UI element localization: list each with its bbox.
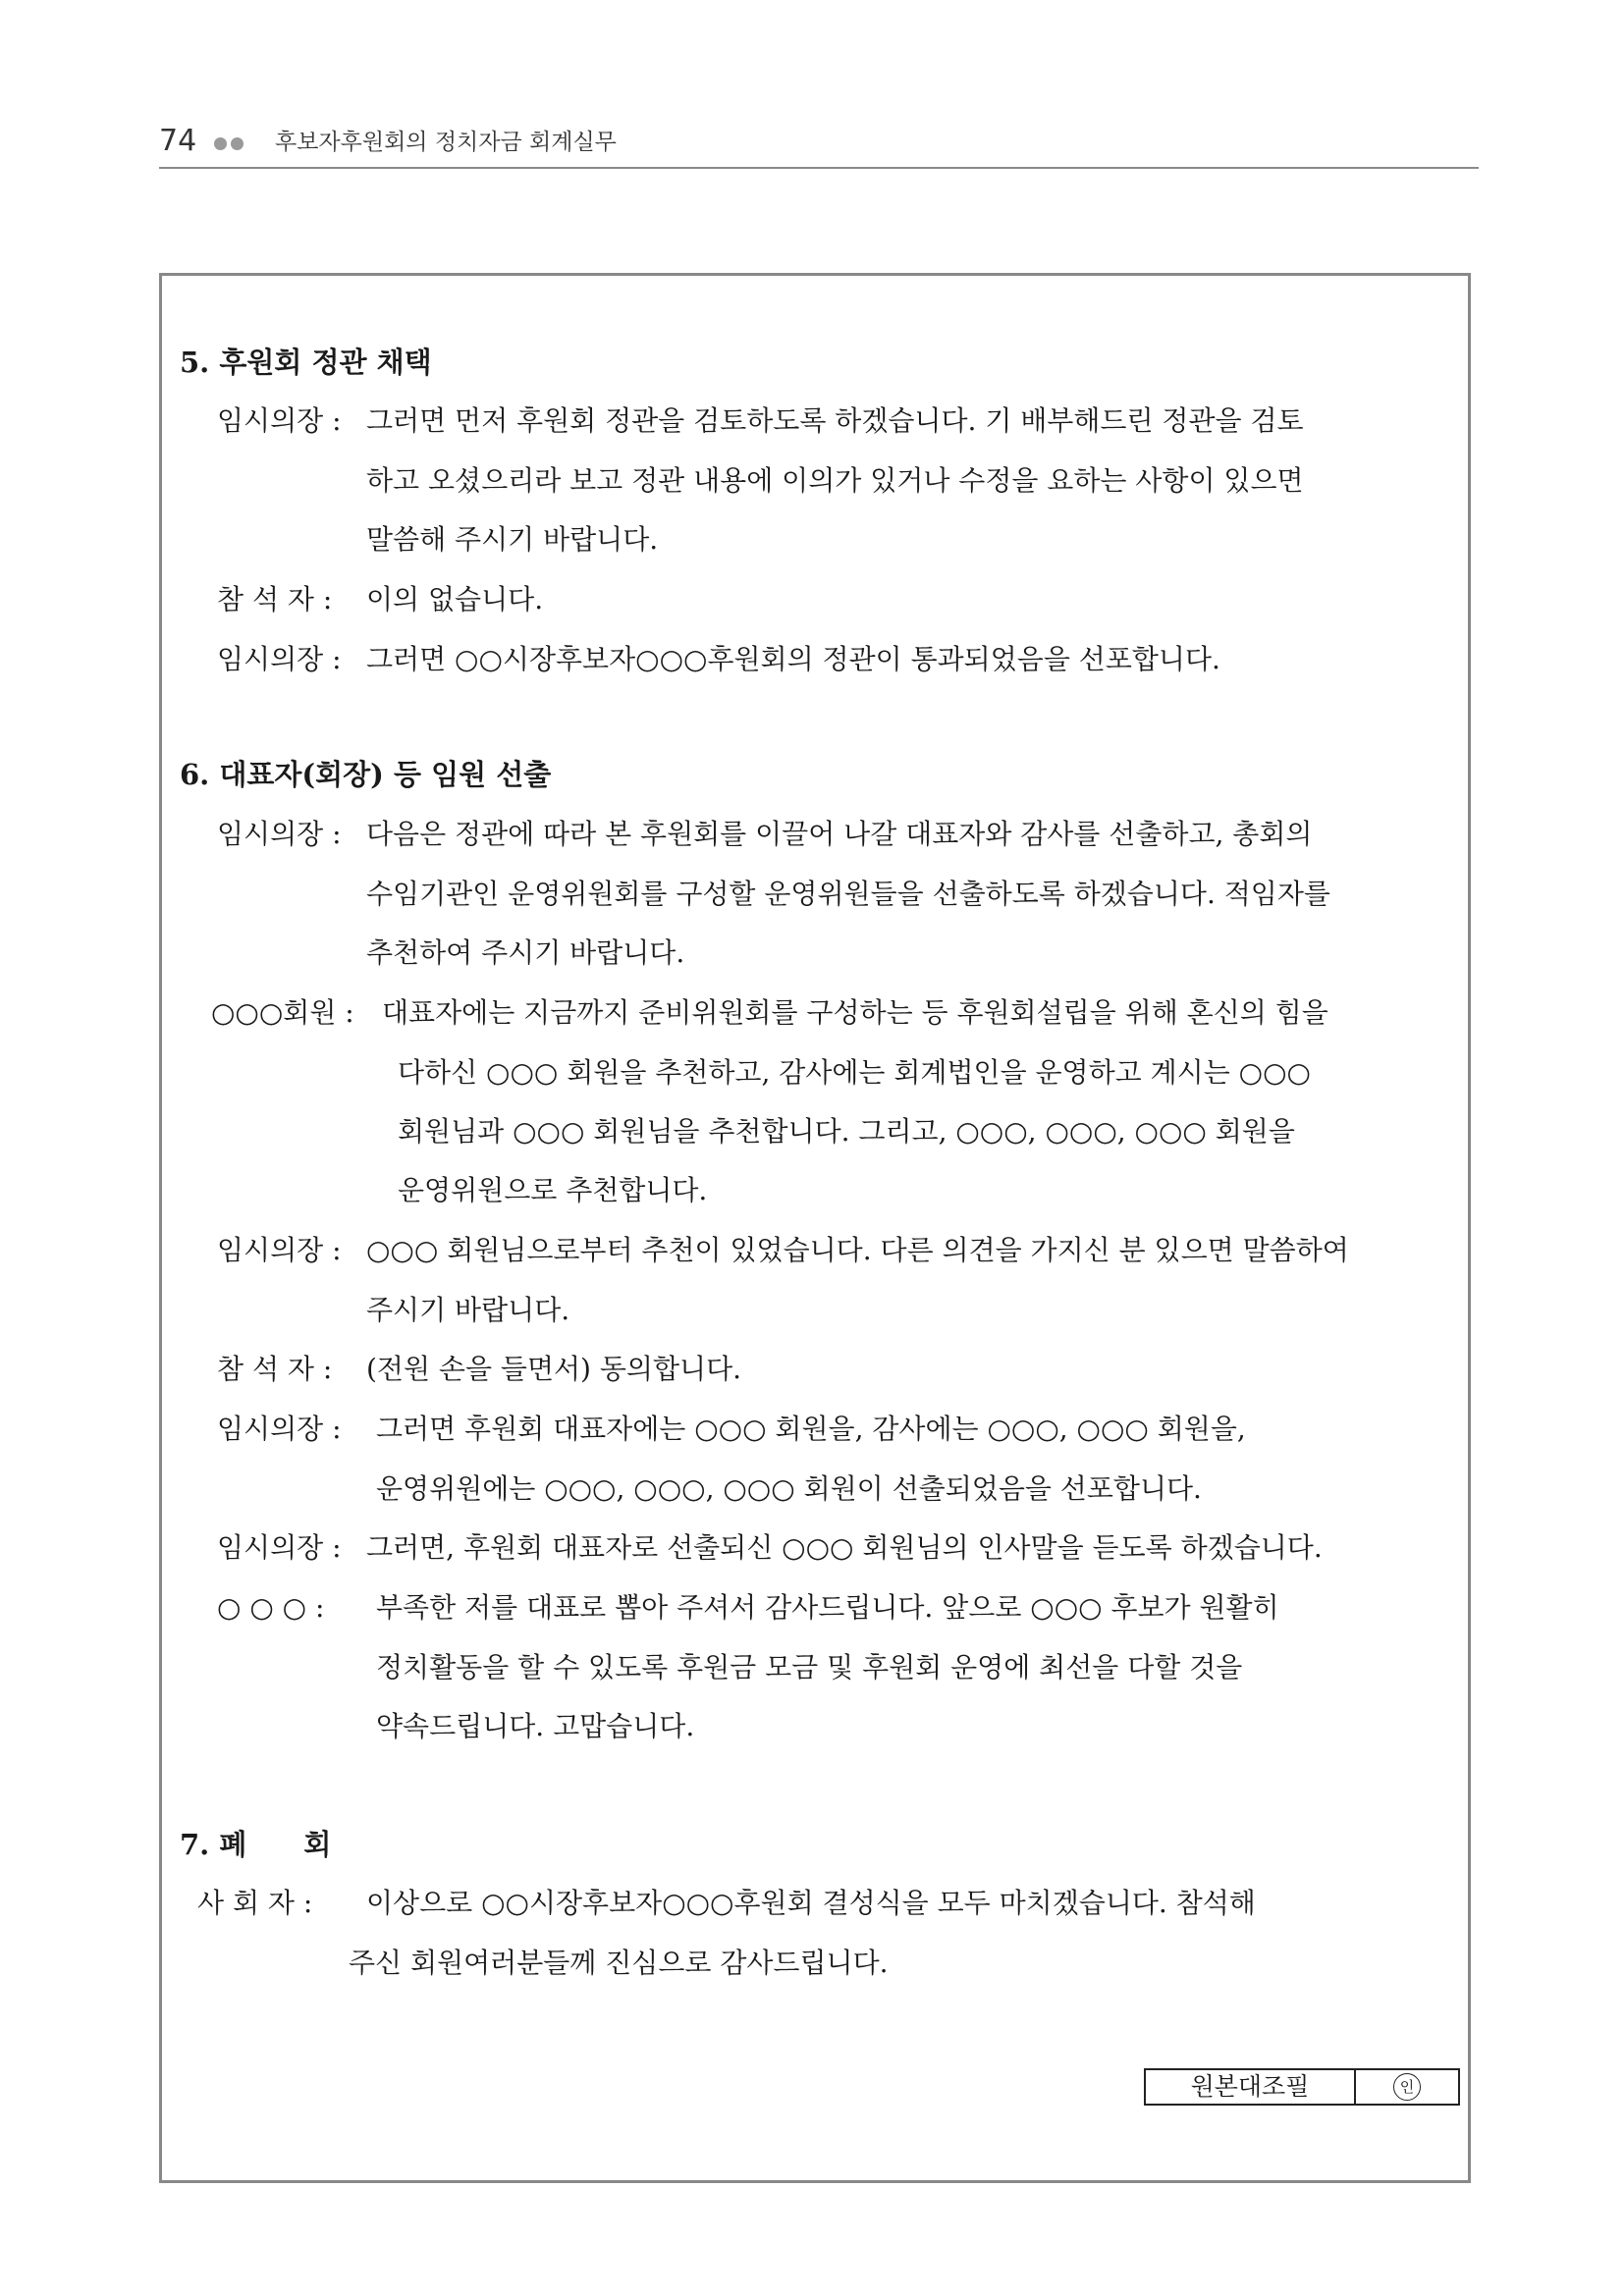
stamp-label: 원본대조필 bbox=[1146, 2070, 1356, 2104]
speaker-label: 임시의장 : bbox=[217, 1531, 342, 1564]
entry-text: 말씀해 주시기 바랍니다. bbox=[366, 523, 659, 556]
entry-text: 추천하여 주시기 바랍니다. bbox=[366, 936, 685, 969]
entry-text: 그러면 먼저 후원회 정관을 검토하도록 하겠습니다. 기 배부해드린 정관을 검토 bbox=[366, 404, 1304, 437]
speaker-label: 임시의장 : bbox=[217, 1413, 342, 1445]
header-dots-icon bbox=[214, 135, 247, 154]
entry-text: 이의 없습니다. bbox=[366, 583, 544, 615]
book-title: 후보자후원회의 정치자금 회계실무 bbox=[275, 130, 617, 155]
section-title-5: 5. 후원회 정관 채택 bbox=[180, 346, 432, 379]
speaker-label: 임시의장 : bbox=[217, 818, 342, 850]
entry-text: 운영위원으로 추천합니다. bbox=[398, 1174, 708, 1206]
page-header bbox=[159, 122, 1479, 169]
entry-text: 다하신 ○○○ 회원을 추천하고, 감사에는 회계법인을 운영하고 계시는 ○○○ bbox=[398, 1056, 1311, 1089]
speaker-label: 참 석 자 : bbox=[217, 1353, 333, 1385]
entry-text: 그러면, 후원회 대표자로 선출되신 ○○○ 회원님의 인사말을 듣도록 하겠습니다. bbox=[366, 1531, 1323, 1564]
speaker-label: 임시의장 : bbox=[217, 404, 342, 437]
content-box bbox=[159, 273, 1471, 2183]
entry-text: (전원 손을 들면서) 동의합니다. bbox=[366, 1353, 742, 1385]
entry-text: 부족한 저를 대표로 뽑아 주셔서 감사드립니다. 앞으로 ○○○ 후보가 원활히 bbox=[376, 1591, 1279, 1624]
page-number: 74 bbox=[159, 124, 197, 158]
section-title-6: 6. 대표자(회장) 등 임원 선출 bbox=[180, 758, 552, 791]
entry-text: ○○○ 회원님으로부터 추천이 있었습니다. 다른 의견을 가지신 분 있으면 말씀하여 bbox=[366, 1234, 1349, 1266]
section-title-7: 7. 폐 회 bbox=[180, 1828, 332, 1861]
entry-text: 주시기 바랍니다. bbox=[366, 1294, 570, 1326]
seal-icon: 인 bbox=[1393, 2073, 1421, 2101]
speaker-label: ○○○회원 : bbox=[211, 996, 354, 1029]
entry-text: 다음은 정관에 따라 본 후원회를 이끌어 나갈 대표자와 감사를 선출하고, 총회의 bbox=[366, 818, 1313, 850]
entry-text: 정치활동을 할 수 있도록 후원금 모금 및 후원회 운영에 최선을 다할 것을 bbox=[376, 1651, 1243, 1683]
entry-text: 수임기관인 운영위원회를 구성할 운영위원들을 선출하도록 하겠습니다. 적임자를 bbox=[366, 878, 1330, 910]
stamp-seal-cell bbox=[1356, 2070, 1458, 2104]
entry-text: 대표자에는 지금까지 준비위원회를 구성하는 등 후원회설립을 위해 혼신의 힘을 bbox=[382, 996, 1328, 1029]
speaker-label: 참 석 자 : bbox=[217, 583, 333, 615]
speaker-label: ○ ○ ○ : bbox=[217, 1591, 325, 1624]
speaker-label: 임시의장 : bbox=[217, 643, 342, 675]
entry-text: 그러면 ○○시장후보자○○○후원회의 정관이 통과되었음을 선포합니다. bbox=[366, 643, 1220, 675]
entry-text: 약속드립니다. 고맙습니다. bbox=[376, 1710, 695, 1742]
entry-text: 하고 오셨으리라 보고 정관 내용에 이의가 있거나 수정을 요하는 사항이 있으면 bbox=[366, 464, 1304, 497]
entry-text: 회원님과 ○○○ 회원님을 추천합니다. 그리고, ○○○, ○○○, ○○○ 회원을 bbox=[398, 1115, 1295, 1148]
speaker-label: 사 회 자 : bbox=[197, 1887, 313, 1919]
speaker-label: 임시의장 : bbox=[217, 1234, 342, 1266]
original-verified-stamp bbox=[1144, 2068, 1460, 2106]
entry-text: 이상으로 ○○시장후보자○○○후원회 결성식을 모두 마치겠습니다. 참석해 bbox=[366, 1887, 1256, 1919]
entry-text: 그러면 후원회 대표자에는 ○○○ 회원을, 감사에는 ○○○, ○○○ 회원을, bbox=[376, 1413, 1246, 1445]
entry-text: 주신 회원여러분들께 진심으로 감사드립니다. bbox=[349, 1947, 889, 1979]
entry-text: 운영위원에는 ○○○, ○○○, ○○○ 회원이 선출되었음을 선포합니다. bbox=[376, 1472, 1202, 1505]
